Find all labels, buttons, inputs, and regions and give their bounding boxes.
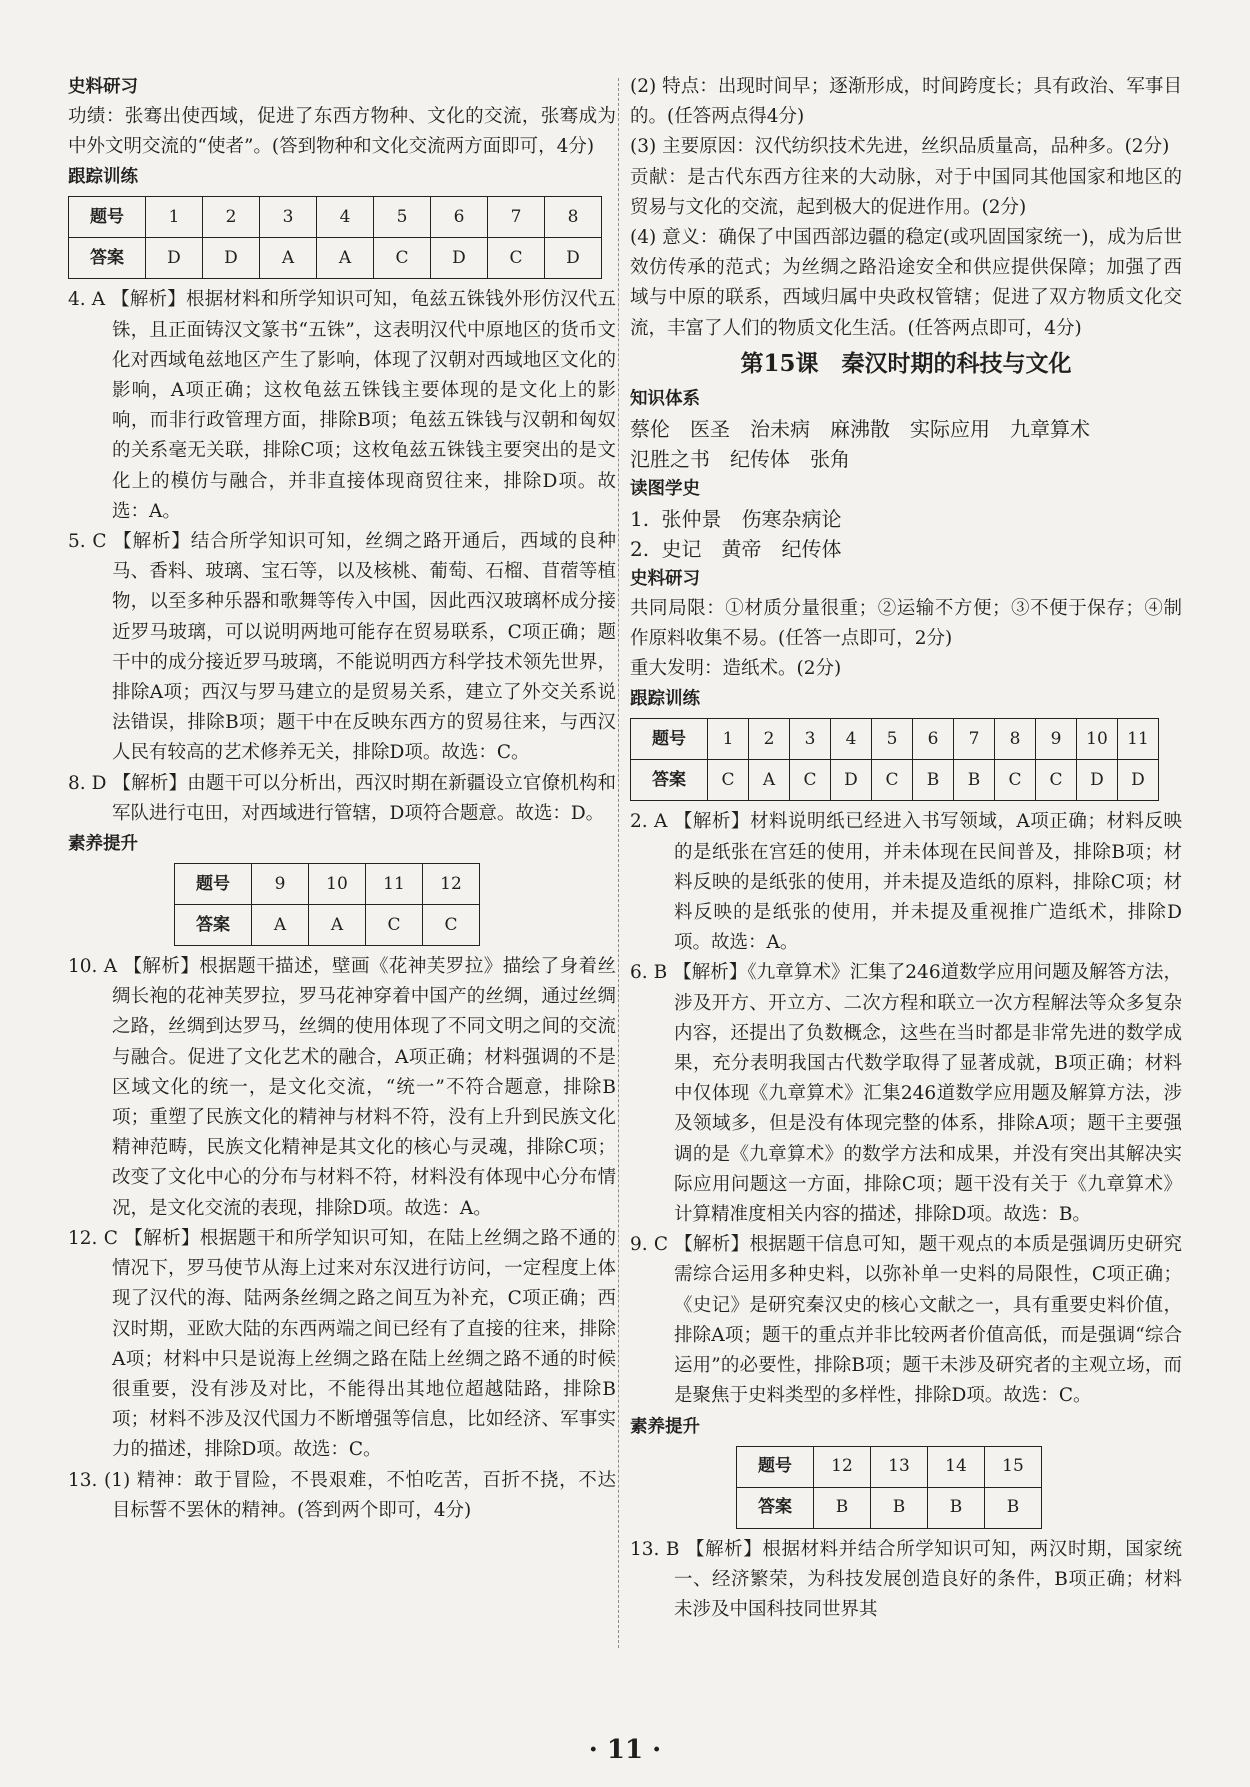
table-header-cell: 答案 xyxy=(631,760,708,801)
table-cell: D xyxy=(1118,760,1159,801)
table-header-cell: 题号 xyxy=(69,197,146,238)
column-divider xyxy=(618,78,619,1648)
dutu-answer-2: 2. 史记 黄帝 纪传体 xyxy=(630,536,842,561)
table-cell: 8 xyxy=(995,719,1036,760)
table-cell: B xyxy=(871,1487,928,1528)
table-cell: 1 xyxy=(708,719,749,760)
table-cell: D xyxy=(203,238,260,279)
table-cell: B xyxy=(985,1487,1042,1528)
table-cell: D xyxy=(1077,760,1118,801)
table-row-numbers xyxy=(737,1446,1042,1487)
section-heading-shiliao: 史料研习 xyxy=(68,77,138,97)
answer-q13-part4: (4) 意义：确保了中国西部边疆的稳定(或巩固国家统一)，成为后世效仿传承的范式；为丝绸之路沿途安全和供应提供保障；加强了西域与中原的联系，西域归属中央政权管辖；促进了双方物质文化交流，丰富了人们的物质文化生活。(任答两点即可，4分) xyxy=(630,227,1182,339)
table-cell: B xyxy=(928,1487,985,1528)
keywords-line-2: 氾胜之书 纪传体 张角 xyxy=(630,446,850,471)
table-cell: D xyxy=(545,238,602,279)
answer-q13-part3: (3) 主要原因：汉代纺织技术先进，丝织品质量高，品种多。(2分) xyxy=(630,136,1170,158)
table-cell: 15 xyxy=(985,1446,1042,1487)
table-cell: C xyxy=(423,905,480,946)
table-cell: B xyxy=(954,760,995,801)
table-cell: 2 xyxy=(203,197,260,238)
answer-table-2 xyxy=(174,863,480,946)
explanation-q13-right: 13. B 【解析】根据材料并结合所学知识可知，两汉时期，国家统一、经济繁荣，为科技发展创造良好的条件，B项正确；材料未涉及中国科技同世界其 xyxy=(630,1538,1182,1620)
answer-invention: 重大发明：造纸术。(2分) xyxy=(630,658,842,680)
table-cell: D xyxy=(831,760,872,801)
table-header-cell: 题号 xyxy=(737,1446,814,1487)
table-cell: C xyxy=(995,760,1036,801)
answer-table-3 xyxy=(630,718,1159,801)
table-row-numbers xyxy=(631,719,1159,760)
explanation-q5: 5. C 【解析】结合所学知识可知，丝绸之路开通后，西域的良种马、香料、玻璃、宝石等，以及核桃、葡萄、石榴、苜蓿等植物，以至多种乐器和歌舞等传入中国，因此西汉玻璃杯成分接近罗马玻璃，可以说明两地可能存在贸易联系，C项正确；题干中的成分接近罗马玻璃，不能说明西方科学技术领先世界，排除A项；西汉与罗马建立的是贸易关系，建立了外交关系说法错误，排除B项；题干中在反映东西方的贸易往来，与西汉人民有较高的艺术修养无关，排除D项。故选：C。 xyxy=(68,531,616,764)
table-cell: D xyxy=(146,238,203,279)
explanation-q12: 12. C 【解析】根据题干和所学知识可知，在陆上丝绸之路不通的情况下，罗马使节从海上过来对东汉进行访问，一定程度上体现了汉代的海、陆两条丝绸之路之间互为补充，C项正确；西汉时期，亚欧大陆的东西两端之间已经有了直接的往来，排除A项；材料中只是说海上丝绸之路在陆上丝绸之路不通的时候很重要，没有涉及对比，不能得出其地位超越陆路，排除B项；材料不涉及汉代国力不断增强等信息，比如经济、军事实力的描述，排除D项。故选：C。 xyxy=(68,1227,616,1461)
answer-table-1 xyxy=(68,196,602,279)
table-cell: A xyxy=(309,905,366,946)
answer-limitations: 共同局限：①材质分量很重；②运输不方便；③不便于保存；④制作原料收集不易。(任答一点即可，2分) xyxy=(630,597,1182,650)
table-row-numbers xyxy=(69,197,602,238)
table-cell: D xyxy=(431,238,488,279)
table-cell: 11 xyxy=(1118,719,1159,760)
table-cell: C xyxy=(366,905,423,946)
table-cell: C xyxy=(790,760,831,801)
table-cell: 2 xyxy=(749,719,790,760)
section-heading-suyang-right: 素养提升 xyxy=(630,1416,700,1437)
section-heading-zhishi: 知识体系 xyxy=(630,388,700,409)
table-cell: 13 xyxy=(871,1446,928,1487)
table-cell: 4 xyxy=(831,719,872,760)
table-row-answers xyxy=(69,238,602,279)
table-cell: 10 xyxy=(309,864,366,905)
explanation-q10: 10. A 【解析】根据题干描述，壁画《花神芙罗拉》描绘了身着丝绸长袍的花神芙罗拉，罗马花神穿着中国产的丝绸，通过丝绸之路，丝绸到达罗马，丝绸的使用体现了不同文明之间的交流与融合。促进了文化艺术的融合，A项正确；材料强调的不是区域文化的统一，是文化交流，“统一”不符合题意，排除B项；重塑了民族文化的精神与材料不符，没有上升到民族文化精神范畴，民族文化精神是其文化的核心与灵魂，排除C项；改变了文化中心的分布与材料不符，材料没有体现中心分布情况，是文化交流的表现，排除D项。故选：A。 xyxy=(68,956,616,1219)
table-cell: 9 xyxy=(252,864,309,905)
table-cell: 12 xyxy=(814,1446,871,1487)
page-number: · 11 · xyxy=(588,1735,662,1765)
table-row-answers xyxy=(737,1487,1042,1528)
table-cell: 10 xyxy=(1077,719,1118,760)
answer-q13-part2: (2) 特点：出现时间早；逐渐形成，时间跨度长；具有政治、军事目的。(任答两点得4分) xyxy=(630,76,1182,128)
section-heading-genzong: 跟踪训练 xyxy=(68,167,138,188)
table-header-cell: 题号 xyxy=(175,864,252,905)
table-cell: 12 xyxy=(423,864,480,905)
table-cell: B xyxy=(814,1487,871,1528)
table-header-cell: 答案 xyxy=(175,905,252,946)
table-cell: 3 xyxy=(790,719,831,760)
table-cell: C xyxy=(488,238,545,279)
explanation-q13: 13. (1) 精神：敢于冒险，不畏艰难，不怕吃苦，百折不挠，不达目标誓不罢休的精神。(答到两个即可，4分) xyxy=(68,1469,616,1521)
explanation-q2: 2. A 【解析】材料说明纸已经进入书写领域，A项正确；材料反映的是纸张在宫廷的使用，并未体现在民间普及，排除B项；材料反映的是纸张的使用，并未提及造纸的原料，排除C项；材料反映的是纸张的使用，并未提及重视推广造纸术，排除D项。故选：A。 xyxy=(630,811,1182,954)
table-row-numbers xyxy=(175,864,480,905)
left-column xyxy=(68,72,616,1526)
table-cell: A xyxy=(317,238,374,279)
table-cell: 6 xyxy=(913,719,954,760)
dutu-answer-1: 1. 张仲景 伤寒杂病论 xyxy=(630,506,842,531)
table-cell: C xyxy=(374,238,431,279)
explanation-q8: 8. D 【解析】由题干可以分析出，西汉时期在新疆设立官僚机构和军队进行屯田，对西域进行管辖，D项符合题意。故选：D。 xyxy=(68,772,616,824)
table-row-answers xyxy=(175,905,480,946)
section-heading-shiliao-right: 史料研习 xyxy=(630,568,700,589)
table-cell: 1 xyxy=(146,197,203,238)
section-heading-genzong-right: 跟踪训练 xyxy=(630,689,700,710)
table-row-answers xyxy=(631,760,1159,801)
table-cell: C xyxy=(872,760,913,801)
table-cell: 3 xyxy=(260,197,317,238)
table-cell: C xyxy=(708,760,749,801)
table-cell: C xyxy=(1036,760,1077,801)
table-cell: B xyxy=(913,760,954,801)
table-cell: 7 xyxy=(954,719,995,760)
keywords-line-1: 蔡伦 医圣 治未病 麻沸散 实际应用 九章算术 xyxy=(630,416,1090,441)
lesson-title: 第15课 秦汉时期的科技与文化 xyxy=(740,349,1072,377)
table-cell: A xyxy=(252,905,309,946)
table-cell: 5 xyxy=(374,197,431,238)
answer-table-4 xyxy=(736,1446,1042,1529)
right-column xyxy=(630,72,1182,1625)
table-cell: 11 xyxy=(366,864,423,905)
table-cell: 4 xyxy=(317,197,374,238)
answer-gongji: 功绩：张骞出使西域，促进了东西方物种、文化的交流，张骞成为中外文明交流的“使者”。(答到物种和文化交流两方面即可，4分) xyxy=(68,106,616,158)
section-heading-dutu: 读图学史 xyxy=(630,478,700,499)
table-cell: 6 xyxy=(431,197,488,238)
table-cell: 5 xyxy=(872,719,913,760)
table-cell: 8 xyxy=(545,197,602,238)
explanation-q9: 9. C 【解析】根据题干信息可知，题干观点的本质是强调历史研究需综合运用多种史料，以弥补单一史料的局限性，C项正确；《史记》是研究秦汉史的核心文献之一，具有重要史料价值，排除A项；题干的重点并非比较两者价值高低，而是强调“综合运用”的必要性，排除B项；题干未涉及研究者的主观立场，而是聚焦于史料类型的多样性，排除D项。故选：C。 xyxy=(630,1234,1182,1407)
table-cell: 9 xyxy=(1036,719,1077,760)
table-cell: 14 xyxy=(928,1446,985,1487)
table-cell: 7 xyxy=(488,197,545,238)
table-cell: A xyxy=(260,238,317,279)
explanation-q6: 6. B 【解析】《九章算术》汇集了246道数学应用问题及解答方法，涉及开方、开立方、二次方程和联立一次方程解法等众多复杂内容，还提出了负数概念，这些在当时都是非常先进的数学成果，充分表明我国古代数学取得了显著成就，B项正确；材料中仅体现《九章算术》汇集246道数学应用题及解算方法，涉及领域多，但是没有体现完整的体系，排除A项；题干主要强调的是《九章算术》的数学方法和成果，并没有突出其解决实际应用问题这一方面，排除C项；题干没有关于《九章算术》计算精准度相关内容的描述，排除D项。故选：B。 xyxy=(630,962,1182,1226)
answer-q13-contribution: 贡献：是古代东西方往来的大动脉，对于中国同其他国家和地区的贸易与文化的交流，起到极大的促进作用。(2分) xyxy=(630,166,1182,218)
explanation-q4: 4. A 【解析】根据材料和所学知识可知，龟兹五铢钱外形仿汉代五铢，且正面铸汉文篆书“五铢”，这表明汉代中原地区的货币文化对西域龟兹地区产生了影响，体现了汉朝对西域地区文化的影响，A项正确；这枚龟兹五铢钱主要体现的是文化上的影响，而非行政管理方面，排除B项；龟兹五铢钱与汉朝和匈奴的关系毫无关联，排除C项；这枚龟兹五铢钱主要突出的是文化上的模仿与融合，并非直接体现商贸往来，排除D项。故选：A。 xyxy=(68,289,616,522)
section-heading-suyang: 素养提升 xyxy=(68,834,138,855)
table-header-cell: 题号 xyxy=(631,719,708,760)
table-header-cell: 答案 xyxy=(737,1487,814,1528)
table-cell: A xyxy=(749,760,790,801)
table-header-cell: 答案 xyxy=(69,238,146,279)
